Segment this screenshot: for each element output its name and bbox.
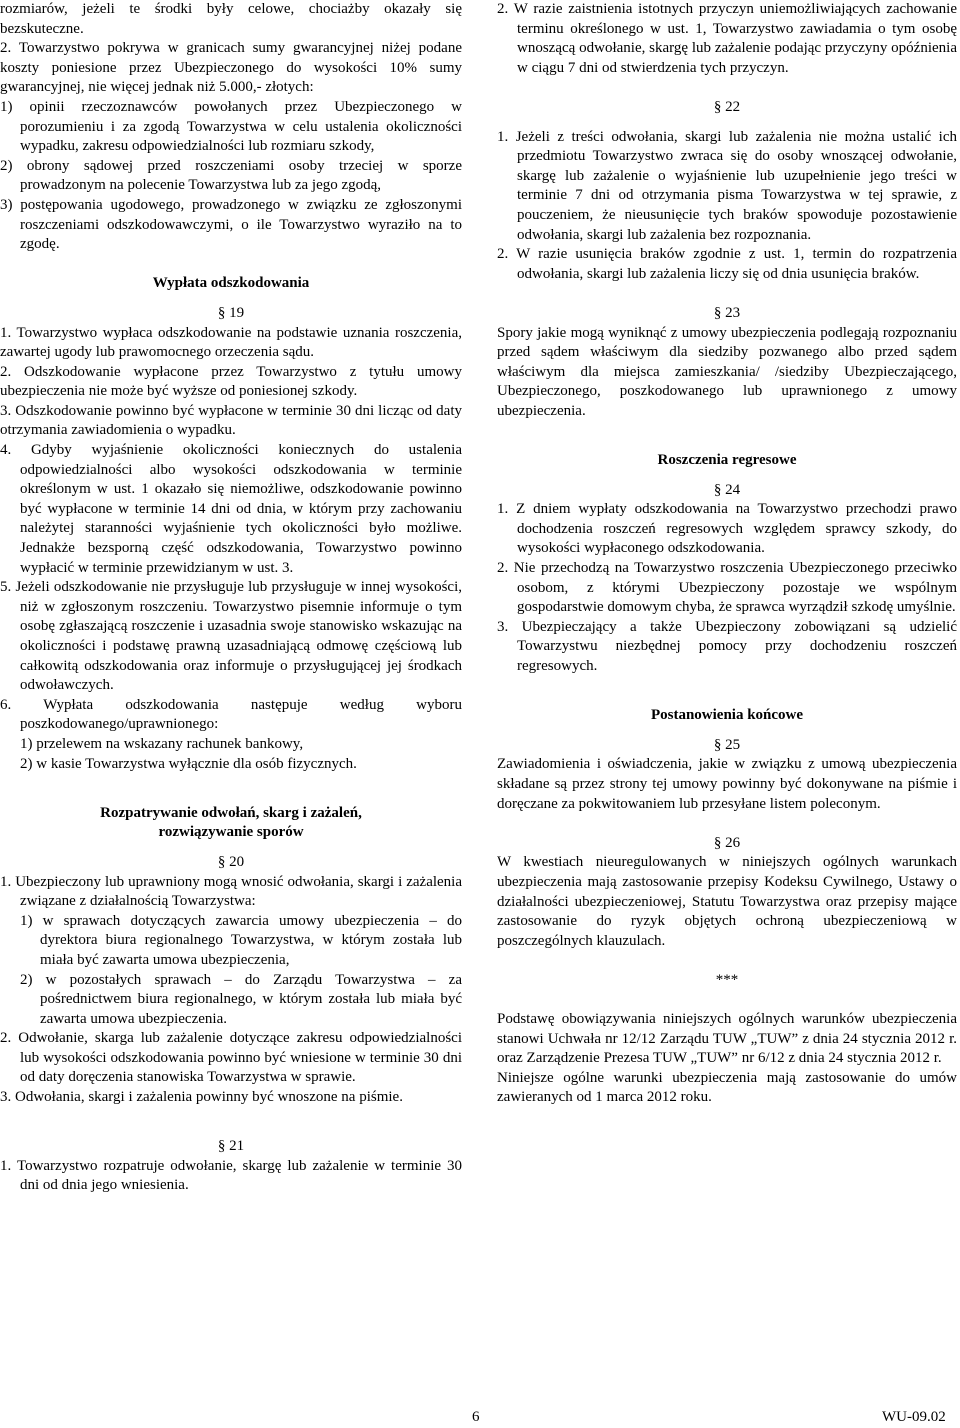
paragraph-number: § 23 bbox=[713, 304, 741, 321]
paragraph-number: § 21 bbox=[217, 1138, 245, 1155]
list-item: 1) w sprawach dotyczących zawarcia umowy ubezpieczenia – do dyrektora biura regionalnego Towarzystwa, w którym została lub miała być zawarta umowa ubezpieczenia, bbox=[20, 912, 462, 968]
paragraph: rozmiarów, jeżeli te środki były celowe, chociażby okazały się bezskuteczne. bbox=[0, 1, 462, 37]
page-number: 6 bbox=[472, 1409, 480, 1425]
paragraph-number: § 19 bbox=[217, 304, 245, 321]
list-item: 1) przelewem na wskazany rachunek bankowy, bbox=[20, 735, 304, 752]
paragraph: Podstawę obowiązywania niniejszych ogólnych warunków ubezpieczenia stanowi Uchwała nr 12/12 Zarządu TUW „TUW” z dnia 24 stycznia 2012 r. oraz Zarządzenie Prezesa TUW „TUW” nr 6/12 z dnia 24 stycznia 2012 r. bbox=[497, 1011, 957, 1067]
paragraph-number: § 25 bbox=[713, 736, 741, 753]
paragraph: 4. Gdyby wyjaśnienie okoliczności koniecznych do ustalenia odpowiedzialności albo wysokości odszkodowania w terminie określonym w ust. 1 okazało się niemożliwe, odszkodowanie powinno być wypłacone w terminie 14 dni od dnia, w którym przy zachowaniu należytej staranności wyjaśnienie tych okoliczności było możliwe. Jednakże bezsporną część odszkodowania, Towarzystwo powinno wypłacić w terminie przewidzianym w ust. 3. bbox=[0, 442, 462, 576]
paragraph: 1. Towarzystwo wypłaca odszkodowanie na podstawie uznania roszczenia, zawartej ugody lub prawomocnego orzeczenia sądu. bbox=[0, 324, 462, 361]
paragraph: 6. Wypłata odszkodowania następuje według wyboru poszkodowanego/uprawnionego: bbox=[0, 696, 462, 733]
paragraph: 2. W razie zaistnienia istotnych przyczyn uniemożliwiających zachowanie terminu określonego w ust. 1, Towarzystwo zawiadamia o tym osobę wnoszącą odwołanie, skargę lub zażalenie podając przyczyny opóźnienia w ciągu 7 dni od stwierdzenia tych przyczyn. bbox=[497, 1, 957, 76]
paragraph: 1. Z dniem wypłaty odszkodowania na Towarzystwo przechodzi prawo dochodzenia roszczeń regresowych względem sprawcy szkody, do wysokości wypłaconego odszkodowania. bbox=[497, 501, 957, 557]
paragraph: Zawiadomienia i oświadczenia, jakie w związku z umową ubezpieczenia składane są przez strony tej umowy powinny być dokonywane na piśmie i doręczane za pokwitowaniem lub przesyłane listem poleconym. bbox=[497, 756, 957, 812]
section-heading: rozwiązywanie sporów bbox=[158, 824, 304, 841]
section-heading: Rozpatrywanie odwołań, skarg i zażaleń, bbox=[100, 804, 362, 821]
section-heading: Postanowienia końcowe bbox=[650, 707, 804, 724]
paragraph: 3. Odwołania, skargi i zażalenia powinny być wnoszone na piśmie. bbox=[0, 1089, 403, 1106]
paragraph: 5. Jeżeli odszkodowanie nie przysługuje lub przysługuje w innej wysokości, niż w zgłoszonym roszczeniu. Towarzystwo pisemnie informuje o tym osobę zgłaszającą roszczenie i uzasadnia swoje stanowisko wskazując na okoliczności i podstawę prawną uzasadniającą odmowę częściową lub całkowitą odszkodowania oraz informuje o przysługującej jej środkach odwoławczych. bbox=[0, 579, 462, 694]
paragraph: 1. Ubezpieczony lub uprawniony mogą wnosić odwołania, skargi i zażalenia związane z działalnością Towarzystwa: bbox=[0, 873, 462, 910]
paragraph: 3. Ubezpieczający a także Ubezpieczony zobowiązani są udzielić Towarzystwu niezbędnej pomocy przy dochodzeniu roszczeń regresowych. bbox=[497, 618, 957, 674]
list-item: 1) opinii rzeczoznawców powołanych przez Ubezpieczonego w porozumieniu i za zgodą Towarzystwa w celu ustalenia okoliczności wypadku, zakresu odpowiedzialności lub rozmiaru szkody, bbox=[0, 98, 462, 155]
list-item: 2) w pozostałych sprawach – do Zarządu Towarzystwa – za pośrednictwem biura regionalnego, w którym została lub miała być zawarta umowa ubezpieczenia. bbox=[20, 971, 462, 1027]
right-column bbox=[497, 0, 957, 1108]
paragraph: 1. Towarzystwo rozpatruje odwołanie, skargę lub zażalenie w terminie 30 dni od dnia jego wniesienia. bbox=[0, 1157, 462, 1194]
paragraph: 2. W razie usunięcia braków zgodnie z ust. 1, termin do rozpatrzenia odwołania, skargi lub zażalenia liczy się od dnia usunięcia braków. bbox=[497, 246, 957, 282]
paragraph-number: § 22 bbox=[713, 98, 741, 115]
paragraph: 2. Odszkodowanie wypłacone przez Towarzystwo z tytułu umowy ubezpieczenia nie może być wyższe od poniesionej szkody. bbox=[0, 363, 462, 400]
section-heading: Roszczenia regresowe bbox=[657, 452, 797, 469]
list-item: 3) postępowania ugodowego, prowadzonego w związku ze zgłoszonymi roszczeniami odszkodowawczymi, o ile Towarzystwo wyraziło na to zgodę. bbox=[0, 196, 462, 253]
paragraph: 2. Towarzystwo pokrywa w granicach sumy gwarancyjnej niżej podane koszty poniesione przez Ubezpieczonego do wysokości 10% sumy gwarancyjnej, nie więcej jednak niż 5.000,- złotych: bbox=[0, 40, 462, 96]
section-heading: Wypłata odszkodowania bbox=[152, 275, 310, 292]
paragraph: 1. Jeżeli z treści odwołania, skargi lub zażalenia nie można ustalić ich przedmiotu Towarzystwo zwraca się do osoby wnoszącej odwołanie, skargę lub zażalenie o wyjaśnienie lub uzupełnienie jego treści w terminie 7 dni od otrzymania pisma Towarzystwa w tej sprawie, z pouczeniem, że nieusunięcie tych braków spowoduje pozostawienie odwołania, skargi lub zażalenia bez rozpoznania. bbox=[497, 128, 957, 243]
paragraph: 2. Odwołanie, skarga lub zażalenie dotyczące zakresu odpowiedzialności lub wysokości odszkodowania powinno być wniesione w terminie 30 dni od daty doręczenia stanowiska Towarzystwa w sprawie. bbox=[0, 1030, 462, 1086]
paragraph-number: § 26 bbox=[713, 834, 741, 851]
separator-stars: *** bbox=[715, 971, 739, 988]
paragraph: 3. Odszkodowanie powinno być wypłacone w terminie 30 dni licząc od daty otrzymania zawiadomienia o wypadku. bbox=[0, 402, 462, 439]
paragraph: Spory jakie mogą wyniknąć z umowy ubezpieczenia podlegają rozpoznaniu przed sądem właściwym dla siedziby pozwanego albo przed sądem właściwym dla miejsca zamieszkania/ /siedziby Ubezpieczającego, Ubezpieczonego, poszkodowanego lub uprawnionego z umowy ubezpieczenia. bbox=[497, 324, 957, 419]
left-column bbox=[0, 0, 462, 1196]
paragraph: 2. Nie przechodzą na Towarzystwo roszczenia Ubezpieczonego przeciwko osobom, z którymi Ubezpieczony pozostaje we wspólnym gospodarstwie domowym chyba, że sprawca wyrządził szkodę umyślnie. bbox=[497, 560, 957, 616]
paragraph-number: § 24 bbox=[713, 481, 741, 498]
document-code: WU-09.02 bbox=[882, 1409, 946, 1425]
paragraph: W kwestiach nieuregulowanych w niniejszych ogólnych warunkach ubezpieczenia mają zastosowanie przepisy Kodeksu Cywilnego, Ustawy o działalności ubezpieczeniowej, Statutu Towarzystwa oraz przepisy mające zastosowanie do ryzyk objętych ochroną ubezpieczeniową w poszczególnych klauzulach. bbox=[497, 854, 957, 949]
list-item: 2) w kasie Towarzystwa wyłącznie dla osób fizycznych. bbox=[20, 755, 357, 772]
list-item: 2) obrony sądowej przed roszczeniami osoby trzeciej w sporze prowadzonym na polecenie Towarzystwa lub za jego zgodą, bbox=[0, 157, 462, 194]
paragraph: Niniejsze ogólne warunki ubezpieczenia mają zastosowanie do umów zawieranych od 1 marca 2012 roku. bbox=[497, 1069, 957, 1106]
paragraph-number: § 20 bbox=[217, 853, 245, 870]
